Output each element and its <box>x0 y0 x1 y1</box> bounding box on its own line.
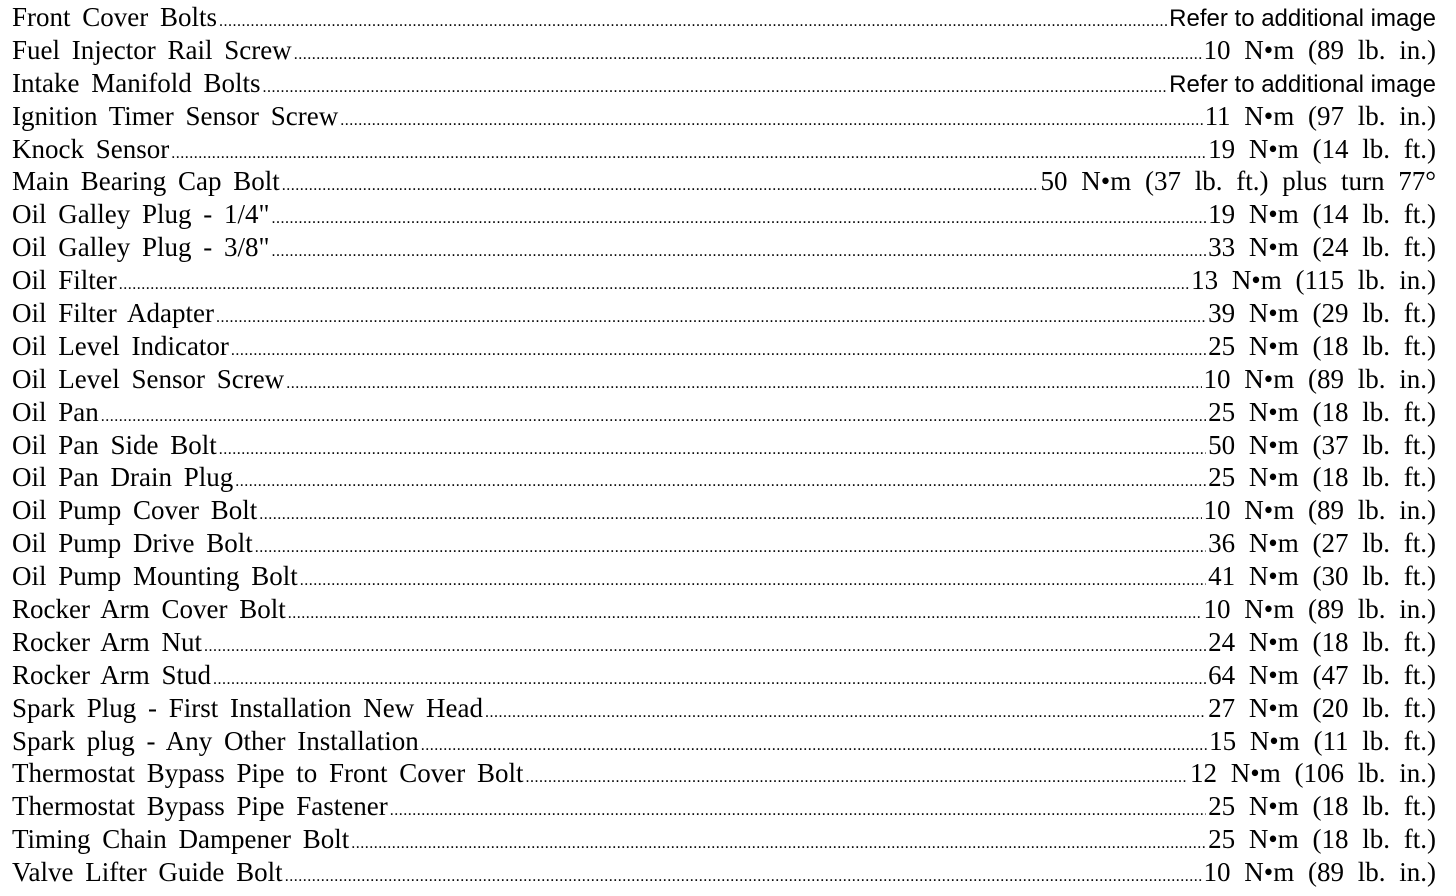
spec-name: Oil Pan <box>12 396 99 427</box>
spec-value: 10 N•m (89 lb. in.) <box>1203 495 1436 526</box>
spec-value: 41 N•m (30 lb. ft.) <box>1208 561 1436 592</box>
dot-leader <box>235 473 1206 491</box>
spec-value: 10 N•m (89 lb. in.) <box>1203 594 1436 625</box>
spec-name: Oil Pump Mounting Bolt <box>12 561 298 592</box>
dot-leader <box>272 210 1207 228</box>
dot-leader <box>219 441 1206 459</box>
spec-name: Timing Chain Dampener Bolt <box>12 824 350 855</box>
spec-row <box>12 693 1436 726</box>
spec-name: Knock Sensor <box>12 133 170 164</box>
spec-row <box>12 166 1436 199</box>
dot-leader <box>216 309 1206 327</box>
spec-row <box>12 2 1436 35</box>
spec-row <box>12 331 1436 364</box>
spec-name: Oil Level Indicator <box>12 330 229 361</box>
spec-name: Fuel Injector Rail Screw <box>12 34 292 65</box>
torque-spec-list <box>12 2 1436 890</box>
dot-leader <box>219 13 1167 31</box>
dot-leader <box>259 506 1201 524</box>
spec-value: 27 N•m (20 lb. ft.) <box>1208 692 1436 723</box>
spec-name: Oil Galley Plug - 3/8" <box>12 232 270 263</box>
spec-name: Oil Pump Cover Bolt <box>12 495 258 526</box>
spec-value: 25 N•m (18 lb. ft.) <box>1208 462 1436 493</box>
spec-value: 10 N•m (89 lb. in.) <box>1203 34 1436 65</box>
spec-row <box>12 627 1436 660</box>
spec-value: 25 N•m (18 lb. ft.) <box>1208 791 1436 822</box>
spec-name: Oil Filter Adapter <box>12 298 214 329</box>
spec-row <box>12 462 1436 495</box>
dot-leader <box>286 375 1201 393</box>
spec-row <box>12 561 1436 594</box>
spec-value: Refer to additional image <box>1169 70 1436 98</box>
dot-leader <box>351 835 1206 853</box>
spec-row <box>12 364 1436 397</box>
spec-row <box>12 824 1436 857</box>
spec-name: Thermostat Bypass Pipe Fastener <box>12 791 388 822</box>
dot-leader <box>231 342 1206 360</box>
dot-leader <box>272 243 1207 261</box>
spec-row <box>12 101 1436 134</box>
spec-value: 19 N•m (14 lb. ft.) <box>1208 199 1436 230</box>
dot-leader <box>485 704 1206 722</box>
spec-row <box>12 528 1436 561</box>
spec-name: Oil Pan Drain Plug <box>12 462 234 493</box>
spec-row <box>12 298 1436 331</box>
dot-leader <box>171 145 1206 163</box>
spec-value: 39 N•m (29 lb. ft.) <box>1208 298 1436 329</box>
spec-row <box>12 857 1436 890</box>
dot-leader <box>204 638 1206 656</box>
spec-name: Thermostat Bypass Pipe to Front Cover Bolt <box>12 758 524 789</box>
dot-leader <box>390 802 1206 820</box>
spec-name: Spark plug - Any Other Installation <box>12 725 419 756</box>
dot-leader <box>119 276 1189 294</box>
spec-row <box>12 660 1436 693</box>
spec-name: Valve Lifter Guide Bolt <box>12 857 283 888</box>
spec-value: 64 N•m (47 lb. ft.) <box>1208 659 1436 690</box>
spec-name: Oil Pan Side Bolt <box>12 429 217 460</box>
spec-value: 10 N•m (89 lb. in.) <box>1203 857 1436 888</box>
spec-row <box>12 232 1436 265</box>
spec-name: Rocker Arm Nut <box>12 626 202 657</box>
dot-leader <box>262 79 1167 97</box>
spec-row <box>12 758 1436 791</box>
spec-name: Spark Plug - First Installation New Head <box>12 692 483 723</box>
spec-name: Front Cover Bolts <box>12 2 218 32</box>
spec-value: 25 N•m (18 lb. ft.) <box>1208 396 1436 427</box>
dot-leader <box>255 539 1206 557</box>
spec-value: 50 N•m (37 lb. ft.) <box>1208 429 1436 460</box>
spec-value: 25 N•m (18 lb. ft.) <box>1208 330 1436 361</box>
spec-name: Ignition Timer Sensor Screw <box>12 100 339 131</box>
spec-value: 50 N•m (37 lb. ft.) plus turn 77° <box>1040 166 1436 197</box>
spec-name: Oil Galley Plug - 1/4" <box>12 199 270 230</box>
dot-leader <box>300 572 1206 590</box>
spec-value: 33 N•m (24 lb. ft.) <box>1208 232 1436 263</box>
spec-row <box>12 791 1436 824</box>
spec-value: 11 N•m (97 lb. in.) <box>1204 100 1436 131</box>
dot-leader <box>282 177 1039 195</box>
spec-value: 25 N•m (18 lb. ft.) <box>1208 824 1436 855</box>
dot-leader <box>340 112 1202 130</box>
spec-name: Rocker Arm Stud <box>12 659 211 690</box>
spec-name: Oil Filter <box>12 265 117 296</box>
spec-value: 10 N•m (89 lb. in.) <box>1203 363 1436 394</box>
dot-leader <box>294 46 1202 64</box>
spec-row <box>12 726 1436 759</box>
dot-leader <box>285 868 1202 886</box>
spec-value: 36 N•m (27 lb. ft.) <box>1208 528 1436 559</box>
spec-row <box>12 35 1436 68</box>
spec-name: Main Bearing Cap Bolt <box>12 166 280 197</box>
spec-row <box>12 495 1436 528</box>
spec-row <box>12 594 1436 627</box>
spec-name: Intake Manifold Bolts <box>12 67 261 98</box>
spec-name: Oil Pump Drive Bolt <box>12 528 253 559</box>
spec-value: 13 N•m (115 lb. in.) <box>1191 265 1436 296</box>
spec-name: Oil Level Sensor Screw <box>12 363 285 394</box>
spec-row <box>12 397 1436 430</box>
spec-value: 15 N•m (11 lb. ft.) <box>1209 725 1436 756</box>
spec-row <box>12 134 1436 167</box>
spec-value: 24 N•m (18 lb. ft.) <box>1208 626 1436 657</box>
spec-row <box>12 430 1436 463</box>
spec-value: 12 N•m (106 lb. in.) <box>1190 758 1436 789</box>
spec-row <box>12 68 1436 101</box>
spec-value: Refer to additional image <box>1169 5 1436 32</box>
dot-leader <box>213 671 1206 689</box>
spec-value: 19 N•m (14 lb. ft.) <box>1208 133 1436 164</box>
dot-leader <box>421 737 1207 755</box>
spec-row <box>12 199 1436 232</box>
dot-leader <box>525 769 1188 787</box>
dot-leader <box>288 605 1202 623</box>
spec-name: Rocker Arm Cover Bolt <box>12 594 286 625</box>
dot-leader <box>101 408 1206 426</box>
spec-row <box>12 265 1436 298</box>
